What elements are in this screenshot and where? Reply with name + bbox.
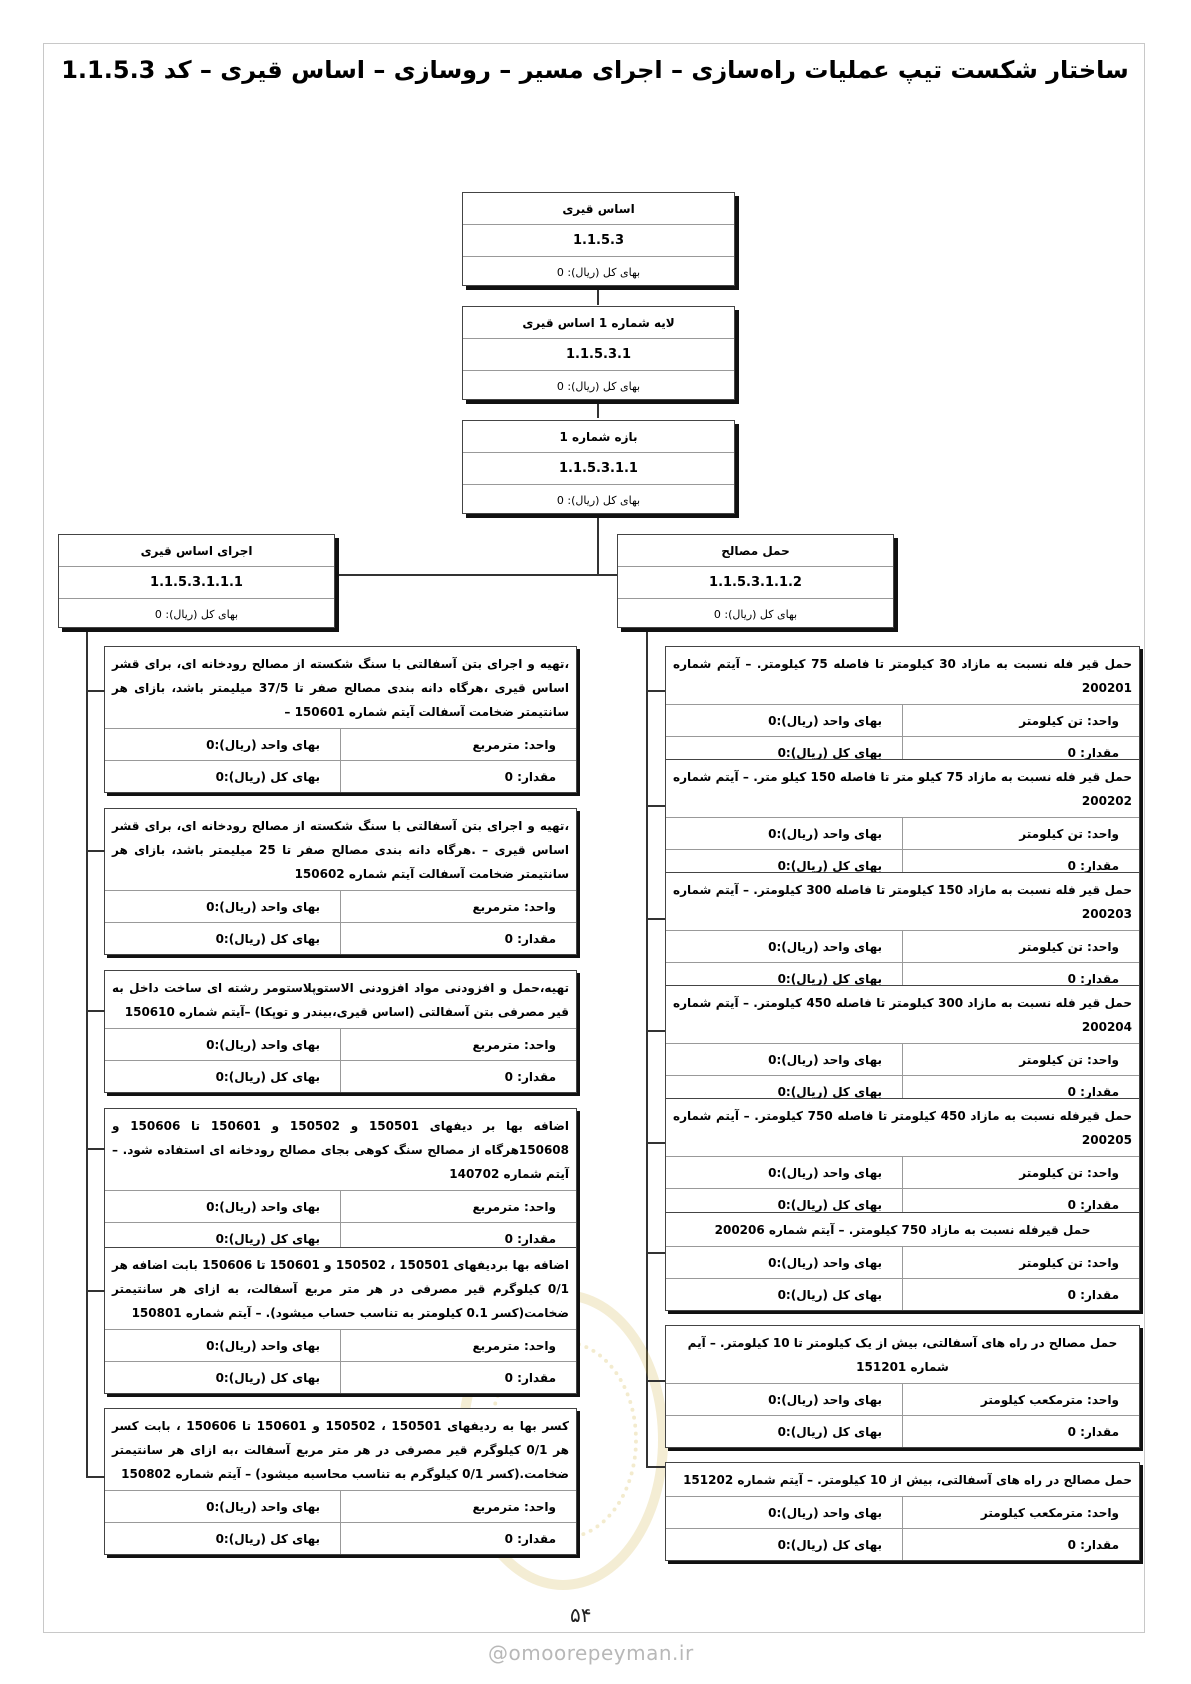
item-unit: واحد: تن کیلومتر bbox=[1019, 1052, 1119, 1067]
item-row-unit bbox=[666, 1247, 1139, 1279]
item-total-price: بهای کل (ریال):0 bbox=[666, 850, 903, 881]
item-unit: واحد: مترمربع bbox=[472, 899, 556, 914]
item-row-qty bbox=[105, 761, 576, 792]
connector-line bbox=[87, 1148, 105, 1150]
wbs-item-card[interactable] bbox=[104, 808, 577, 955]
connector-line bbox=[597, 512, 599, 576]
item-unit-price: بهای واحد (ریال):0 bbox=[105, 891, 341, 922]
connector-line bbox=[647, 805, 665, 807]
node-name: اجرای اساس قیری bbox=[59, 535, 334, 567]
item-quantity: مقدار: 0 bbox=[1067, 1197, 1119, 1212]
item-description: حمل قیر فله نسبت به مازاد 30 کیلومتر تا فاصله 75 کیلومتر. – آیتم شماره 200201 bbox=[666, 647, 1139, 705]
item-unit-price: بهای واحد (ریال):0 bbox=[666, 1497, 903, 1528]
item-unit-price: بهای واحد (ریال):0 bbox=[666, 705, 903, 736]
item-quantity: مقدار: 0 bbox=[504, 1531, 556, 1546]
item-row-unit bbox=[105, 1491, 576, 1523]
connector-line bbox=[87, 850, 105, 852]
item-unit-price: بهای واحد (ریال):0 bbox=[105, 1491, 341, 1522]
node-price: بهای کل (ریال): 0 bbox=[556, 266, 641, 279]
item-row-unit bbox=[666, 1157, 1139, 1189]
item-quantity: مقدار: 0 bbox=[1067, 971, 1119, 986]
wbs-item-card[interactable] bbox=[665, 872, 1140, 995]
wbs-node-asphalt-execution[interactable] bbox=[58, 534, 335, 628]
connector-line bbox=[87, 1010, 105, 1012]
item-total-price: بهای کل (ریال):0 bbox=[666, 737, 903, 768]
item-row-unit bbox=[666, 705, 1139, 737]
wbs-node-segment-1[interactable] bbox=[462, 420, 735, 514]
item-total-price: بهای کل (ریال):0 bbox=[666, 963, 903, 994]
item-description: حمل قیر فله نسبت به مازاد 300 کیلومتر تا فاصله 450 کیلومتر. – آیتم شماره 200204 bbox=[666, 986, 1139, 1044]
node-price: بهای کل (ریال): 0 bbox=[556, 494, 641, 507]
item-unit-price: بهای واحد (ریال):0 bbox=[105, 1191, 341, 1222]
item-row-qty bbox=[666, 1529, 1139, 1560]
item-row-unit bbox=[105, 729, 576, 761]
wbs-item-card[interactable] bbox=[665, 1325, 1140, 1448]
item-total-price: بهای کل (ریال):0 bbox=[105, 1223, 341, 1254]
item-total-price: بهای کل (ریال):0 bbox=[666, 1279, 903, 1310]
connector-line bbox=[647, 918, 665, 920]
item-row-unit bbox=[105, 1191, 576, 1223]
item-unit-price: بهای واحد (ریال):0 bbox=[666, 931, 903, 962]
item-quantity: مقدار: 0 bbox=[1067, 745, 1119, 760]
item-row-qty bbox=[105, 1523, 576, 1554]
connector-line bbox=[87, 1476, 105, 1478]
connector-line bbox=[647, 1466, 665, 1468]
page-number: ۵۴ bbox=[570, 1603, 592, 1627]
item-total-price: بهای کل (ریال):0 bbox=[666, 1529, 903, 1560]
wbs-item-card[interactable] bbox=[104, 1408, 577, 1555]
item-description: اضافه بها بر دیفهای 150501 و 150502 و 150601 تا 150606 و 150608هرگاه از مصالح سنگ کوهی بجای مصالح رودخانه ای استفاده شود. – آیتم شماره 140702 bbox=[105, 1109, 576, 1191]
connector-line bbox=[647, 690, 665, 692]
wbs-item-card[interactable] bbox=[665, 1098, 1140, 1221]
item-quantity: مقدار: 0 bbox=[504, 1069, 556, 1084]
item-quantity: مقدار: 0 bbox=[1067, 1084, 1119, 1099]
node-code: 1.1.5.3.1.1.1 bbox=[59, 567, 334, 599]
item-quantity: مقدار: 0 bbox=[1067, 1287, 1119, 1302]
item-row-unit bbox=[666, 1497, 1139, 1529]
item-unit: واحد: تن کیلومتر bbox=[1019, 826, 1119, 841]
item-total-price: بهای کل (ریال):0 bbox=[666, 1189, 903, 1220]
item-unit-price: بهای واحد (ریال):0 bbox=[666, 1044, 903, 1075]
item-row-qty bbox=[666, 1416, 1139, 1447]
page-title: ساختار شکست تیپ عملیات راه‌سازی – اجرای مسیر – روسازی – اساس قیری – کد 1.1.5.3 bbox=[61, 56, 1129, 84]
node-price: بهای کل (ریال): 0 bbox=[713, 608, 798, 621]
item-total-price: بهای کل (ریال):0 bbox=[105, 761, 341, 792]
item-unit: واحد: مترمربع bbox=[472, 737, 556, 752]
item-unit: واحد: مترمکعب کیلومتر bbox=[980, 1505, 1119, 1520]
item-description: کسر بها به ردیفهای 150501 ، 150502 و 150601 تا 150606 ، بابت کسر هر 0/1 کیلوگرم قیر مصرفی در هر متر مربع آسفالت ،به ازای هر سانتیمتر ضخامت.(کسر 0/1 کیلوگرم به تناسب محاسبه میشود) – آیتم شماره 150802 bbox=[105, 1409, 576, 1491]
item-description: ،تهیه و اجرای بتن آسفالتی با سنگ شکسته از مصالح رودخانه ای، برای قشر اساس قیری – .هرگاه دانه بندی مصالح صفر تا 25 میلیمتر باشد، بازای هر سانتیمتر ضخامت آسفالت آیتم شماره 150602 bbox=[105, 809, 576, 891]
item-quantity: مقدار: 0 bbox=[1067, 858, 1119, 873]
item-unit-price: بهای واحد (ریال):0 bbox=[666, 1157, 903, 1188]
item-unit: واحد: تن کیلومتر bbox=[1019, 1255, 1119, 1270]
item-row-unit bbox=[105, 891, 576, 923]
item-row-unit bbox=[666, 1384, 1139, 1416]
item-quantity: مقدار: 0 bbox=[504, 1370, 556, 1385]
wbs-node-layer-1[interactable] bbox=[462, 306, 735, 400]
connector-line bbox=[87, 1290, 105, 1292]
item-description: حمل قیرفله نسبت به مازاد 450 کیلومتر تا فاصله 750 کیلومتر. – آیتم شماره 200205 bbox=[666, 1099, 1139, 1157]
wbs-item-card[interactable] bbox=[665, 985, 1140, 1108]
item-unit-price: بهای واحد (ریال):0 bbox=[666, 1384, 903, 1415]
item-unit: واحد: تن کیلومتر bbox=[1019, 939, 1119, 954]
item-quantity: مقدار: 0 bbox=[504, 1231, 556, 1246]
connector-line bbox=[86, 628, 88, 1478]
node-price: بهای کل (ریال): 0 bbox=[556, 380, 641, 393]
node-code: 1.1.5.3 bbox=[463, 225, 734, 257]
item-quantity: مقدار: 0 bbox=[504, 931, 556, 946]
item-total-price: بهای کل (ریال):0 bbox=[105, 1362, 341, 1393]
node-price: بهای کل (ریال): 0 bbox=[154, 608, 239, 621]
item-total-price: بهای کل (ریال):0 bbox=[666, 1416, 903, 1447]
item-unit-price: بهای واحد (ریال):0 bbox=[666, 1247, 903, 1278]
wbs-item-card[interactable] bbox=[665, 1212, 1140, 1311]
item-unit: واحد: مترمربع bbox=[472, 1338, 556, 1353]
node-code: 1.1.5.3.1.1 bbox=[463, 453, 734, 485]
item-unit-price: بهای واحد (ریال):0 bbox=[105, 729, 341, 760]
item-total-price: بهای کل (ریال):0 bbox=[105, 1523, 341, 1554]
connector-line bbox=[87, 690, 105, 692]
item-unit-price: بهای واحد (ریال):0 bbox=[105, 1330, 341, 1361]
wbs-item-card[interactable] bbox=[665, 759, 1140, 882]
item-row-qty bbox=[105, 923, 576, 954]
item-row-qty bbox=[105, 1061, 576, 1092]
wbs-item-card[interactable] bbox=[665, 1462, 1140, 1561]
item-row-unit bbox=[666, 1044, 1139, 1076]
item-description: ،تهیه و اجرای بتن آسفالتی با سنگ شکسته از مصالح رودخانه ای، برای قشر اساس قیری ،هرگاه دانه بندی مصالح صفر تا 37/5 میلیمتر باشد، بازای هر سانتیمتر ضخامت آسفالت آیتم شماره 150601 – bbox=[105, 647, 576, 729]
wbs-item-card[interactable] bbox=[104, 646, 577, 793]
item-unit-price: بهای واحد (ریال):0 bbox=[105, 1029, 341, 1060]
item-unit: واحد: مترمربع bbox=[472, 1037, 556, 1052]
item-row-unit bbox=[105, 1330, 576, 1362]
wbs-item-card[interactable] bbox=[104, 970, 577, 1093]
wbs-item-card[interactable] bbox=[104, 1108, 577, 1255]
item-row-unit bbox=[105, 1029, 576, 1061]
node-name: بازه شماره 1 bbox=[463, 421, 734, 453]
item-row-qty bbox=[666, 1279, 1139, 1310]
wbs-node-material-transport[interactable] bbox=[617, 534, 894, 628]
item-unit: واحد: مترمکعب کیلومتر bbox=[980, 1392, 1119, 1407]
connector-line bbox=[647, 1030, 665, 1032]
item-description: حمل قیرفله نسبت به مازاد 750 کیلومتر. – آیتم شماره 200206 bbox=[666, 1213, 1139, 1247]
watermark: @omoorepeyman.ir bbox=[488, 1641, 694, 1665]
item-total-price: بهای کل (ریال):0 bbox=[105, 923, 341, 954]
item-total-price: بهای کل (ریال):0 bbox=[666, 1076, 903, 1107]
item-quantity: مقدار: 0 bbox=[504, 769, 556, 784]
connector-line bbox=[647, 1142, 665, 1144]
connector-line bbox=[647, 1252, 665, 1254]
connector-line bbox=[597, 285, 599, 305]
item-description: حمل مصالح در راه های آسفالتی، بیش از یک کیلومتر تا 10 کیلومتر. – آیم شماره 151201 bbox=[666, 1326, 1139, 1384]
wbs-item-card[interactable] bbox=[665, 646, 1140, 769]
node-name: اساس قیری bbox=[463, 193, 734, 225]
item-quantity: مقدار: 0 bbox=[1067, 1537, 1119, 1552]
node-code: 1.1.5.3.1 bbox=[463, 339, 734, 371]
wbs-item-card[interactable] bbox=[104, 1247, 577, 1394]
item-unit: واحد: تن کیلومتر bbox=[1019, 1165, 1119, 1180]
item-description: اضافه بها بردیفهای 150501 ، 150502 و 150601 تا 150606 بابت اضافه هر 0/1 کیلوگرم قیر مصرفی در هر متر مربع آسفالت، به ازای هر سانتیمتر ضخامت(کسر 0.1 کیلومتر به تناسب حساب میشود). – آیتم شماره 150801 bbox=[105, 1248, 576, 1330]
node-name: لایه شماره 1 اساس قیری bbox=[463, 307, 734, 339]
item-unit: واحد: تن کیلومتر bbox=[1019, 713, 1119, 728]
item-description: تهیه،حمل و افزودنی مواد افزودنی الاستوپلاستومر رشته ای ساخت داخل به قیر مصرفی بتن آسفالتی (اساس قیری،بیندر و توپکا) –آیتم شماره 150610 bbox=[105, 971, 576, 1029]
item-description: حمل مصالح در راه های آسفالتی، بیش از 10 کیلومتر. – آیتم شماره 151202 bbox=[666, 1463, 1139, 1497]
item-description: حمل قیر فله نسبت به مازاد 75 کیلو متر تا فاصله 150 کیلو متر. – آیتم شماره 200202 bbox=[666, 760, 1139, 818]
item-unit-price: بهای واحد (ریال):0 bbox=[666, 818, 903, 849]
item-row-qty bbox=[105, 1362, 576, 1393]
item-row-unit bbox=[666, 931, 1139, 963]
connector-line bbox=[646, 628, 648, 1468]
item-unit: واحد: مترمربع bbox=[472, 1199, 556, 1214]
item-description: حمل قیر فله نسبت به مازاد 150 کیلومتر تا فاصله 300 کیلومتر. – آیتم شماره 200203 bbox=[666, 873, 1139, 931]
node-code: 1.1.5.3.1.1.2 bbox=[618, 567, 893, 599]
item-quantity: مقدار: 0 bbox=[1067, 1424, 1119, 1439]
connector-line bbox=[647, 1380, 665, 1382]
node-name: حمل مصالح bbox=[618, 535, 893, 567]
item-total-price: بهای کل (ریال):0 bbox=[105, 1061, 341, 1092]
connector-line bbox=[335, 574, 617, 576]
item-row-unit bbox=[666, 818, 1139, 850]
wbs-node-asphalt-base[interactable] bbox=[462, 192, 735, 286]
item-unit: واحد: مترمربع bbox=[472, 1499, 556, 1514]
